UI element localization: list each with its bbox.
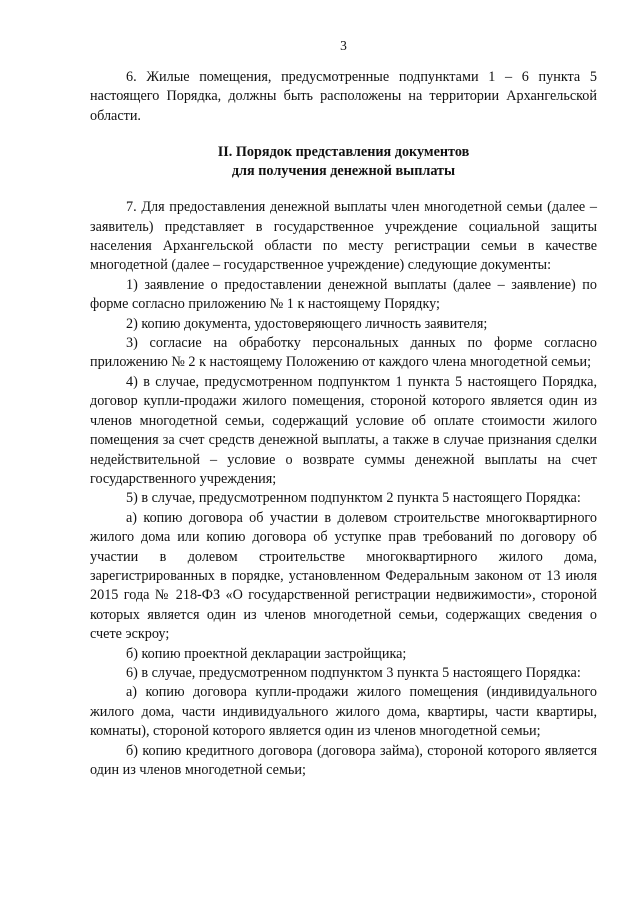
section-heading — [90, 143, 597, 181]
page-number: 3 — [340, 38, 347, 53]
list-item-5a: а) копию договора об участии в долевом строительстве многоквартирного жилого дома или копию договора об уступке прав требований по договору об участии в долевом строительстве многоквартирного жилого дома, зарегистрированных в порядке, установленном Федеральным законом от 13 июля 2015 года № 218-ФЗ «О государственной регистрации недвижимости», стороной которых является один из членов многодетной семьи, содержащих сведения о счете эскроу; — [90, 509, 597, 643]
list-item-5b: б) копию проектной декларации застройщика; — [126, 645, 407, 662]
document-body — [90, 68, 597, 780]
list-item-4: 4) в случае, предусмотренном подпунктом 1 пункта 5 настоящего Порядка, договор купли-продажи жилого помещения, стороной которого является один из членов многодетной семьи, содержащий условие об оплате стоимости жилого помещения за счет средств денежной выплаты, а также в случае признания сделки недействительной – условие о возврате суммы денежной выплаты на счет государственного учреждения; — [90, 373, 597, 487]
list-item-6: 6) в случае, предусмотренном подпунктом 3 пункта 5 настоящего Порядка: — [126, 664, 581, 681]
section-heading-line1: II. Порядок представления документов — [217, 144, 470, 161]
list-item-6a: а) копию договора купли-продажи жилого помещения (индивидуального жилого дома, части индивидуального жилого дома, квартиры, части квартиры, комнаты), стороной которого является один из членов многодетной семьи; — [90, 684, 597, 740]
paragraph-item-7: 7. Для предоставления денежной выплаты член многодетной семьи (далее – заявитель) представляет в государственное учреждение социальной защиты населения Архангельской области по месту регистрации семьи в качестве многодетной (далее – государственное учреждение) следующие документы: — [90, 199, 597, 274]
section-heading-line2: для получения денежной выплаты — [231, 163, 456, 180]
list-item-1: 1) заявление о предоставлении денежной выплаты (далее – заявление) по форме согласно приложению № 1 к настоящему Порядку; — [90, 276, 597, 313]
list-item-2: 2) копию документа, удостоверяющего личность заявителя; — [126, 315, 488, 332]
list-item-6b: б) копию кредитного договора (договора займа), стороной которого является один из членов многодетной семьи; — [90, 742, 597, 778]
list-item-5: 5) в случае, предусмотренном подпунктом 2 пункта 5 настоящего Порядка: — [126, 490, 581, 507]
document-page — [90, 0, 597, 905]
paragraph-item-6: 6. Жилые помещения, предусмотренные подпунктами 1 – 6 пункта 5 настоящего Порядка, должны быть расположены на территории Архангельской области. — [90, 69, 597, 124]
list-item-3: 3) согласие на обработку персональных данных по форме согласно приложению № 2 к настоящему Положению от каждого члена многодетной семьи; — [90, 335, 597, 371]
